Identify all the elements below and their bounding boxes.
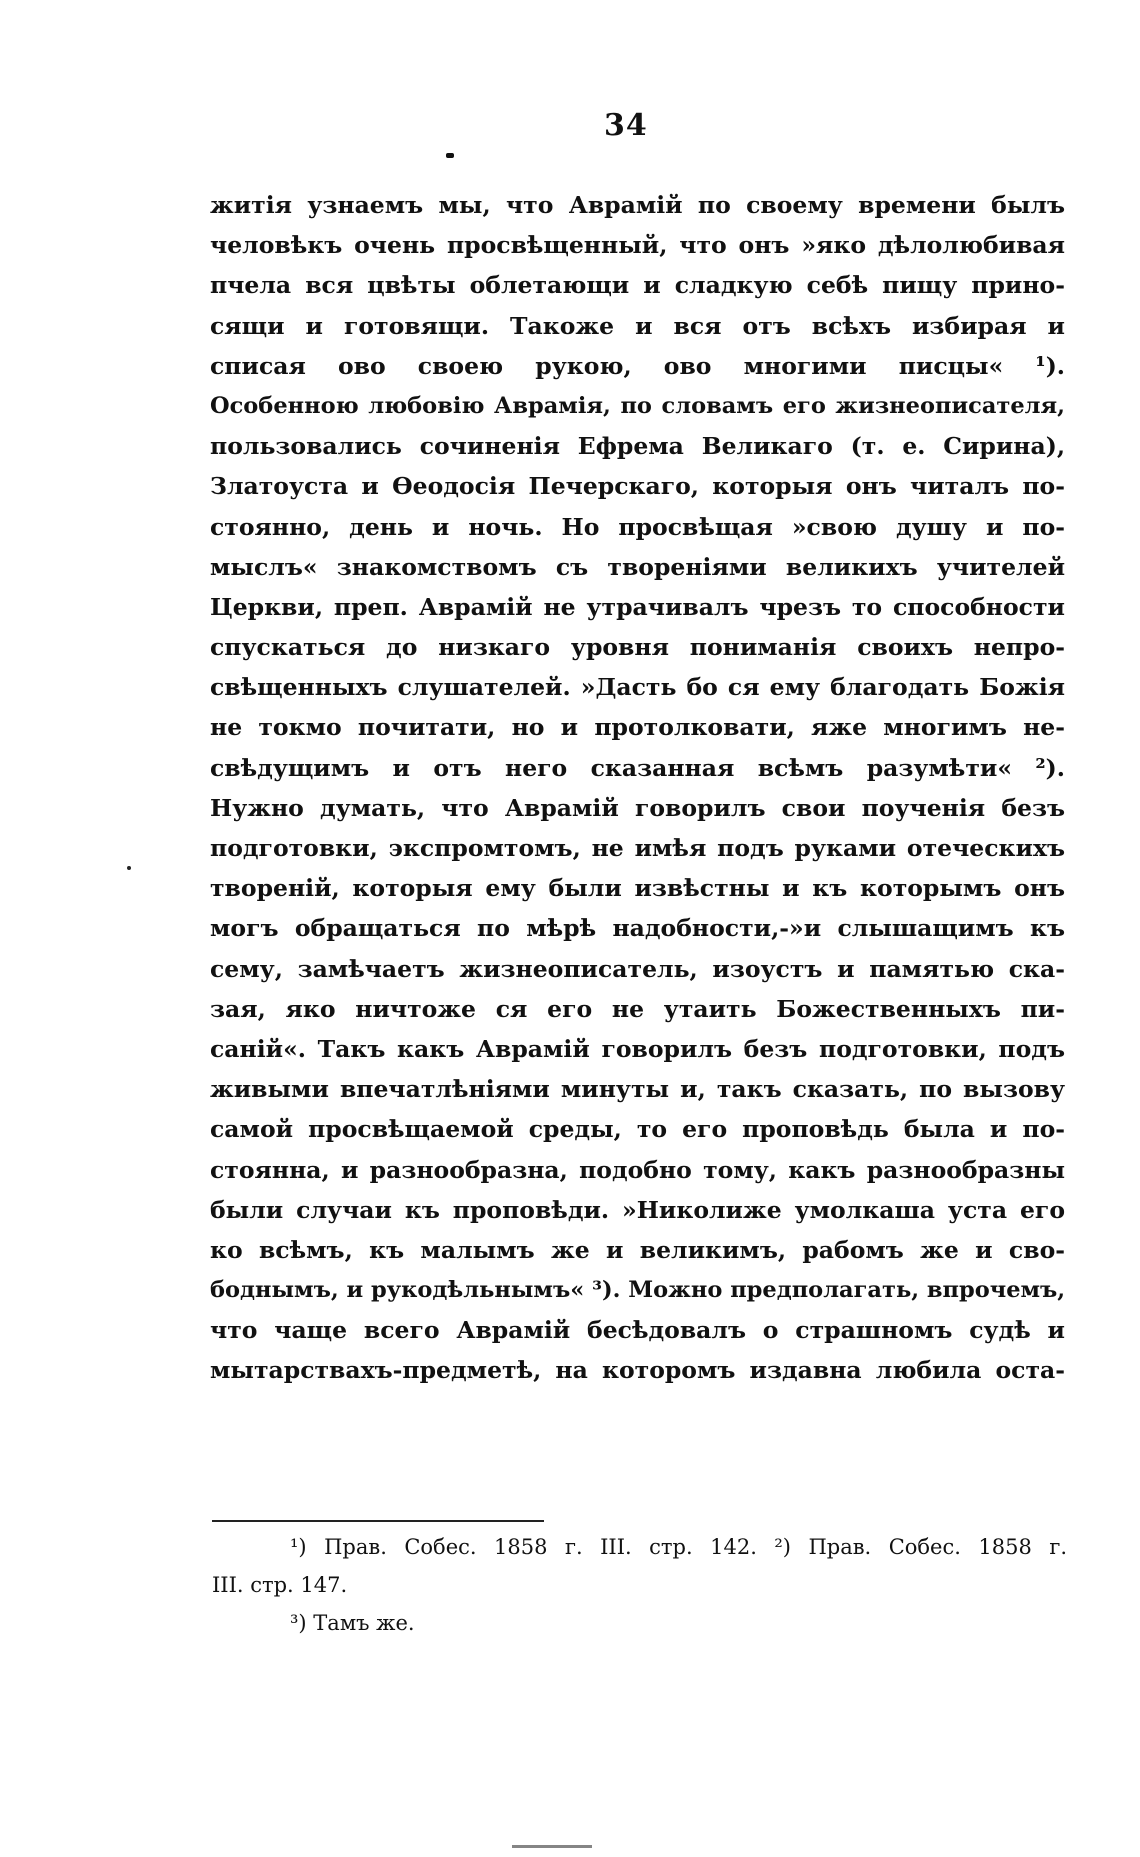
text-line: ко всѣмъ, къ малымъ же и великимъ, рабомъ же и сво- — [210, 1235, 1065, 1264]
text-line: живыми впечатлѣніями минуты и, такъ сказать, по вызову — [210, 1075, 1065, 1104]
text-line: самой просвѣщаемой среды, то его проповѣдь была и по- — [210, 1115, 1065, 1144]
text-line: что чаще всего Аврамій бесѣдовалъ о страшномъ судѣ и — [210, 1316, 1065, 1345]
text-line: сящи и готовящи. Такоже и вся отъ всѣхъ избирая и — [210, 311, 1065, 340]
text-line: Златоуста и Ѳеодосія Печерскаго, которыя онъ читалъ по- — [210, 472, 1065, 501]
text-line: свѣщенныхъ слушателей. »Дасть бо ся ему благодать Божія — [210, 673, 1065, 702]
text-line: Нужно думать, что Аврамій говорилъ свои поученія безъ — [210, 793, 1065, 822]
text-line: свѣдущимъ и отъ него сказанная всѣмъ разумѣти« ²). — [210, 753, 1065, 782]
footnote-3: ³) Тамъ же. — [290, 1611, 415, 1635]
text-line: мыслъ« знакомствомъ съ твореніями великихъ учителей — [210, 552, 1065, 581]
text-line: сему, замѣчаетъ жизнеописатель, изоустъ и памятью ска- — [210, 954, 1065, 983]
text-line: человѣкъ очень просвѣщенный, что онъ »яко дѣлолюбивая — [210, 231, 1065, 260]
text-line: подготовки, экспромтомъ, не имѣя подъ руками отеческихъ — [210, 834, 1065, 862]
text-line: мытарствахъ-предметѣ, на которомъ издавна любила оста- — [210, 1356, 1065, 1385]
text-line: стоянна, и разнообразна, подобно тому, какъ разнообразны — [210, 1155, 1065, 1184]
footnote-1-continued: III. стр. 147. — [212, 1573, 348, 1597]
margin-mark — [127, 866, 131, 870]
text-line: могъ обращаться по мѣрѣ надобности,-»и слышащимъ къ — [210, 914, 1065, 943]
text-line: спускаться до низкаго уровня пониманія своихъ непро- — [210, 633, 1065, 662]
text-line: саній«. Такъ какъ Аврамій говорилъ безъ подготовки, подъ — [210, 1034, 1065, 1063]
text-line: не токмо почитати, но и протолковати, яже многимъ не- — [210, 713, 1065, 742]
ink-speck — [446, 153, 454, 158]
footnote-1: ¹) Прав. Собес. 1858 г. III. стр. 142. ²) Прав. Собес. 1858 г. — [290, 1535, 1067, 1559]
text-line: житія узнаемъ мы, что Аврамій по своему времени былъ — [210, 191, 1065, 219]
text-line: Церкви, преп. Аврамій не утрачивалъ чрезъ то способности — [210, 592, 1065, 621]
footnotes — [212, 1528, 1067, 1642]
text-line: списая ово своею рукою, ово многими писцы« ¹). — [210, 351, 1065, 380]
page-number: 34 — [604, 108, 648, 143]
text-line: твореній, которыя ему были извѣстны и къ которымъ онъ — [210, 874, 1065, 903]
bottom-smudge — [512, 1845, 592, 1848]
text-line: пчела вся цвѣты облетающи и сладкую себѣ пищу прино- — [210, 271, 1065, 300]
text-line: стоянно, день и ночь. Но просвѣщая »свою душу и по- — [210, 512, 1065, 541]
footnote-rule — [212, 1520, 544, 1522]
body-text — [210, 185, 1065, 1391]
text-line: боднымъ, и рукодѣльнымъ« ³). Можно предполагать, впрочемъ, — [210, 1277, 1066, 1304]
text-line: зая, яко ничтоже ся его не утаить Божественныхъ пи- — [210, 994, 1065, 1023]
text-line: пользовались сочиненія Ефрема Великаго (т. е. Сирина), — [210, 432, 1065, 461]
text-line: Особенною любовію Аврамія, по словамъ его жизнеописателя, — [210, 392, 1065, 419]
text-line: были случаи къ проповѣди. »Николиже умолкаша уста его — [210, 1195, 1065, 1224]
